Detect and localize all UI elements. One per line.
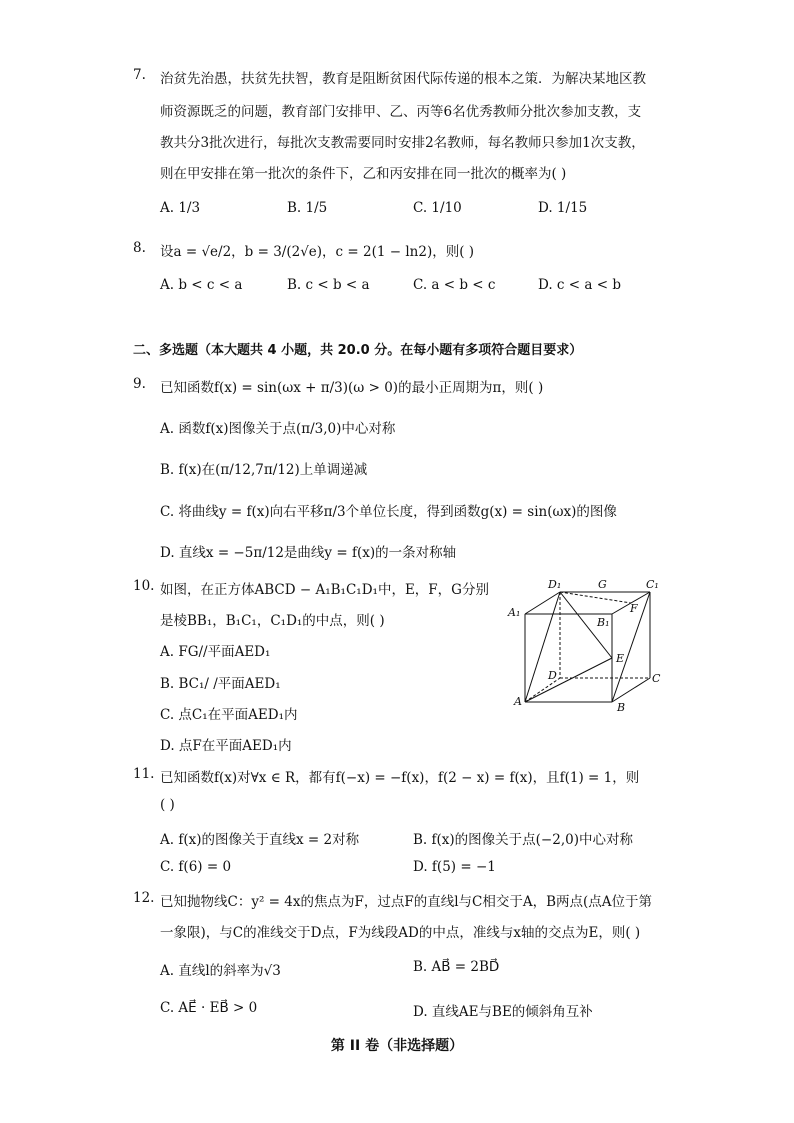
question-8-option-a: A. b < c < a	[160, 277, 243, 293]
question-7-option-c: C. 1/10	[413, 200, 462, 216]
label-d: D	[548, 669, 557, 682]
question-10-line-2: 是棱BB₁，B₁C₁，C₁D₁的中点，则( )	[160, 613, 385, 629]
label-b: B	[617, 701, 626, 714]
question-10-line-1: 如图，在正方体ABCD − A₁B₁C₁D₁中，E，F，G分别	[160, 582, 489, 598]
question-7-line-4: 则在甲安排在第一批次的条件下，乙和丙安排在同一批次的概率为( )	[160, 166, 567, 182]
question-9-option-b: B. f(x)在(π/12,7π/12)上单调递减	[160, 462, 368, 478]
question-9-option-d: D. 直线x = −5π/12是曲线y = f(x)的一条对称轴	[160, 545, 457, 561]
label-a1: A₁	[508, 606, 521, 619]
question-12-line-2: 一象限)，与C的准线交于D点，F为线段AD的中点，准线与x轴的交点为E，则( )	[160, 925, 641, 941]
question-11-option-a: A. f(x)的图像关于直线x = 2对称	[160, 832, 360, 848]
section-2-heading: 二、多选题（本大题共 4 小题，共 20.0 分。在每小题有多项符合题目要求）	[133, 343, 583, 358]
question-11-number: 11.	[133, 766, 155, 782]
question-8-number: 8.	[133, 240, 146, 256]
question-12-number: 12.	[133, 890, 155, 906]
question-12-option-b: B. AB⃗ = 2BD⃗	[413, 959, 500, 975]
question-12-option-d: D. 直线AE与BE的倾斜角互补	[413, 1004, 593, 1020]
question-11-option-d: D. f(5) = −1	[413, 859, 496, 875]
question-7-line-2: 师资源既乏的问题，教育部门安排甲、乙、丙等6名优秀教师分批次参加支教，支	[160, 104, 642, 120]
question-10-option-c: C. 点C₁在平面AED₁内	[160, 707, 298, 723]
question-7-option-d: D. 1/15	[538, 200, 588, 216]
question-11-line-1: 已知函数f(x)对∀x ∈ R，都有f(−x) = −f(x)，f(2 − x) = f(x)，且f(1) = 1，则	[160, 770, 640, 786]
question-7-line-3: 教共分3批次进行，每批次支教需要同时安排2名教师，每名教师只参加1次支教，	[160, 135, 645, 151]
question-7-option-b: B. 1/5	[287, 200, 328, 216]
question-12-line-1: 已知抛物线C：y² = 4x的焦点为F，过点F的直线l与C相交于A，B两点(点A位于第	[160, 894, 653, 910]
question-8-stem: 设a = √e/2，b = 3/(2√e)，c = 2(1 − ln2)，则( )	[160, 244, 475, 260]
label-c: C	[652, 672, 661, 685]
question-7-line-1: 治贫先治愚，扶贫先扶智，教育是阻断贫困代际传递的根本之策．为解决某地区教	[160, 71, 646, 87]
question-8-option-d: D. c < a < b	[538, 277, 621, 293]
question-12-option-c: C. AE⃗ · EB⃗ > 0	[160, 1000, 258, 1016]
label-b1: B₁	[597, 616, 610, 629]
question-11-option-c: C. f(6) = 0	[160, 859, 232, 875]
question-10-option-d: D. 点F在平面AED₁内	[160, 738, 292, 754]
label-c1: C₁	[646, 578, 659, 591]
label-e: E	[616, 652, 625, 665]
part-2-heading: 第 II 卷（非选择题）	[330, 1038, 464, 1054]
question-9-stem: 已知函数f(x) = sin(ωx + π/3)(ω > 0)的最小正周期为π，则( )	[160, 380, 544, 396]
question-12-option-a: A. 直线l的斜率为√3	[160, 963, 281, 979]
question-9-option-a: A. 函数f(x)图像关于点(π/3,0)中心对称	[160, 421, 396, 437]
question-10-option-a: A. FG//平面AED₁	[160, 644, 271, 660]
question-8-option-c: C. a < b < c	[413, 277, 496, 293]
label-g: G	[598, 578, 607, 591]
question-10-option-b: B. BC₁/ /平面AED₁	[160, 676, 281, 692]
label-f: F	[630, 602, 638, 615]
question-11-line-2: ( )	[160, 797, 175, 813]
question-7-option-a: A. 1/3	[160, 200, 201, 216]
question-9-number: 9.	[133, 376, 146, 392]
label-a: A	[514, 695, 522, 708]
cube-figure	[500, 574, 670, 716]
question-9-option-c: C. 将曲线y = f(x)向右平移π/3个单位长度，得到函数g(x) = sin(ωx)的图像	[160, 504, 617, 520]
question-11-option-b: B. f(x)的图像关于点(−2,0)中心对称	[413, 832, 633, 848]
question-8-option-b: B. c < b < a	[287, 277, 370, 293]
question-10-number: 10.	[133, 578, 155, 594]
label-d1: D₁	[548, 578, 562, 591]
question-7-number: 7.	[133, 67, 146, 83]
